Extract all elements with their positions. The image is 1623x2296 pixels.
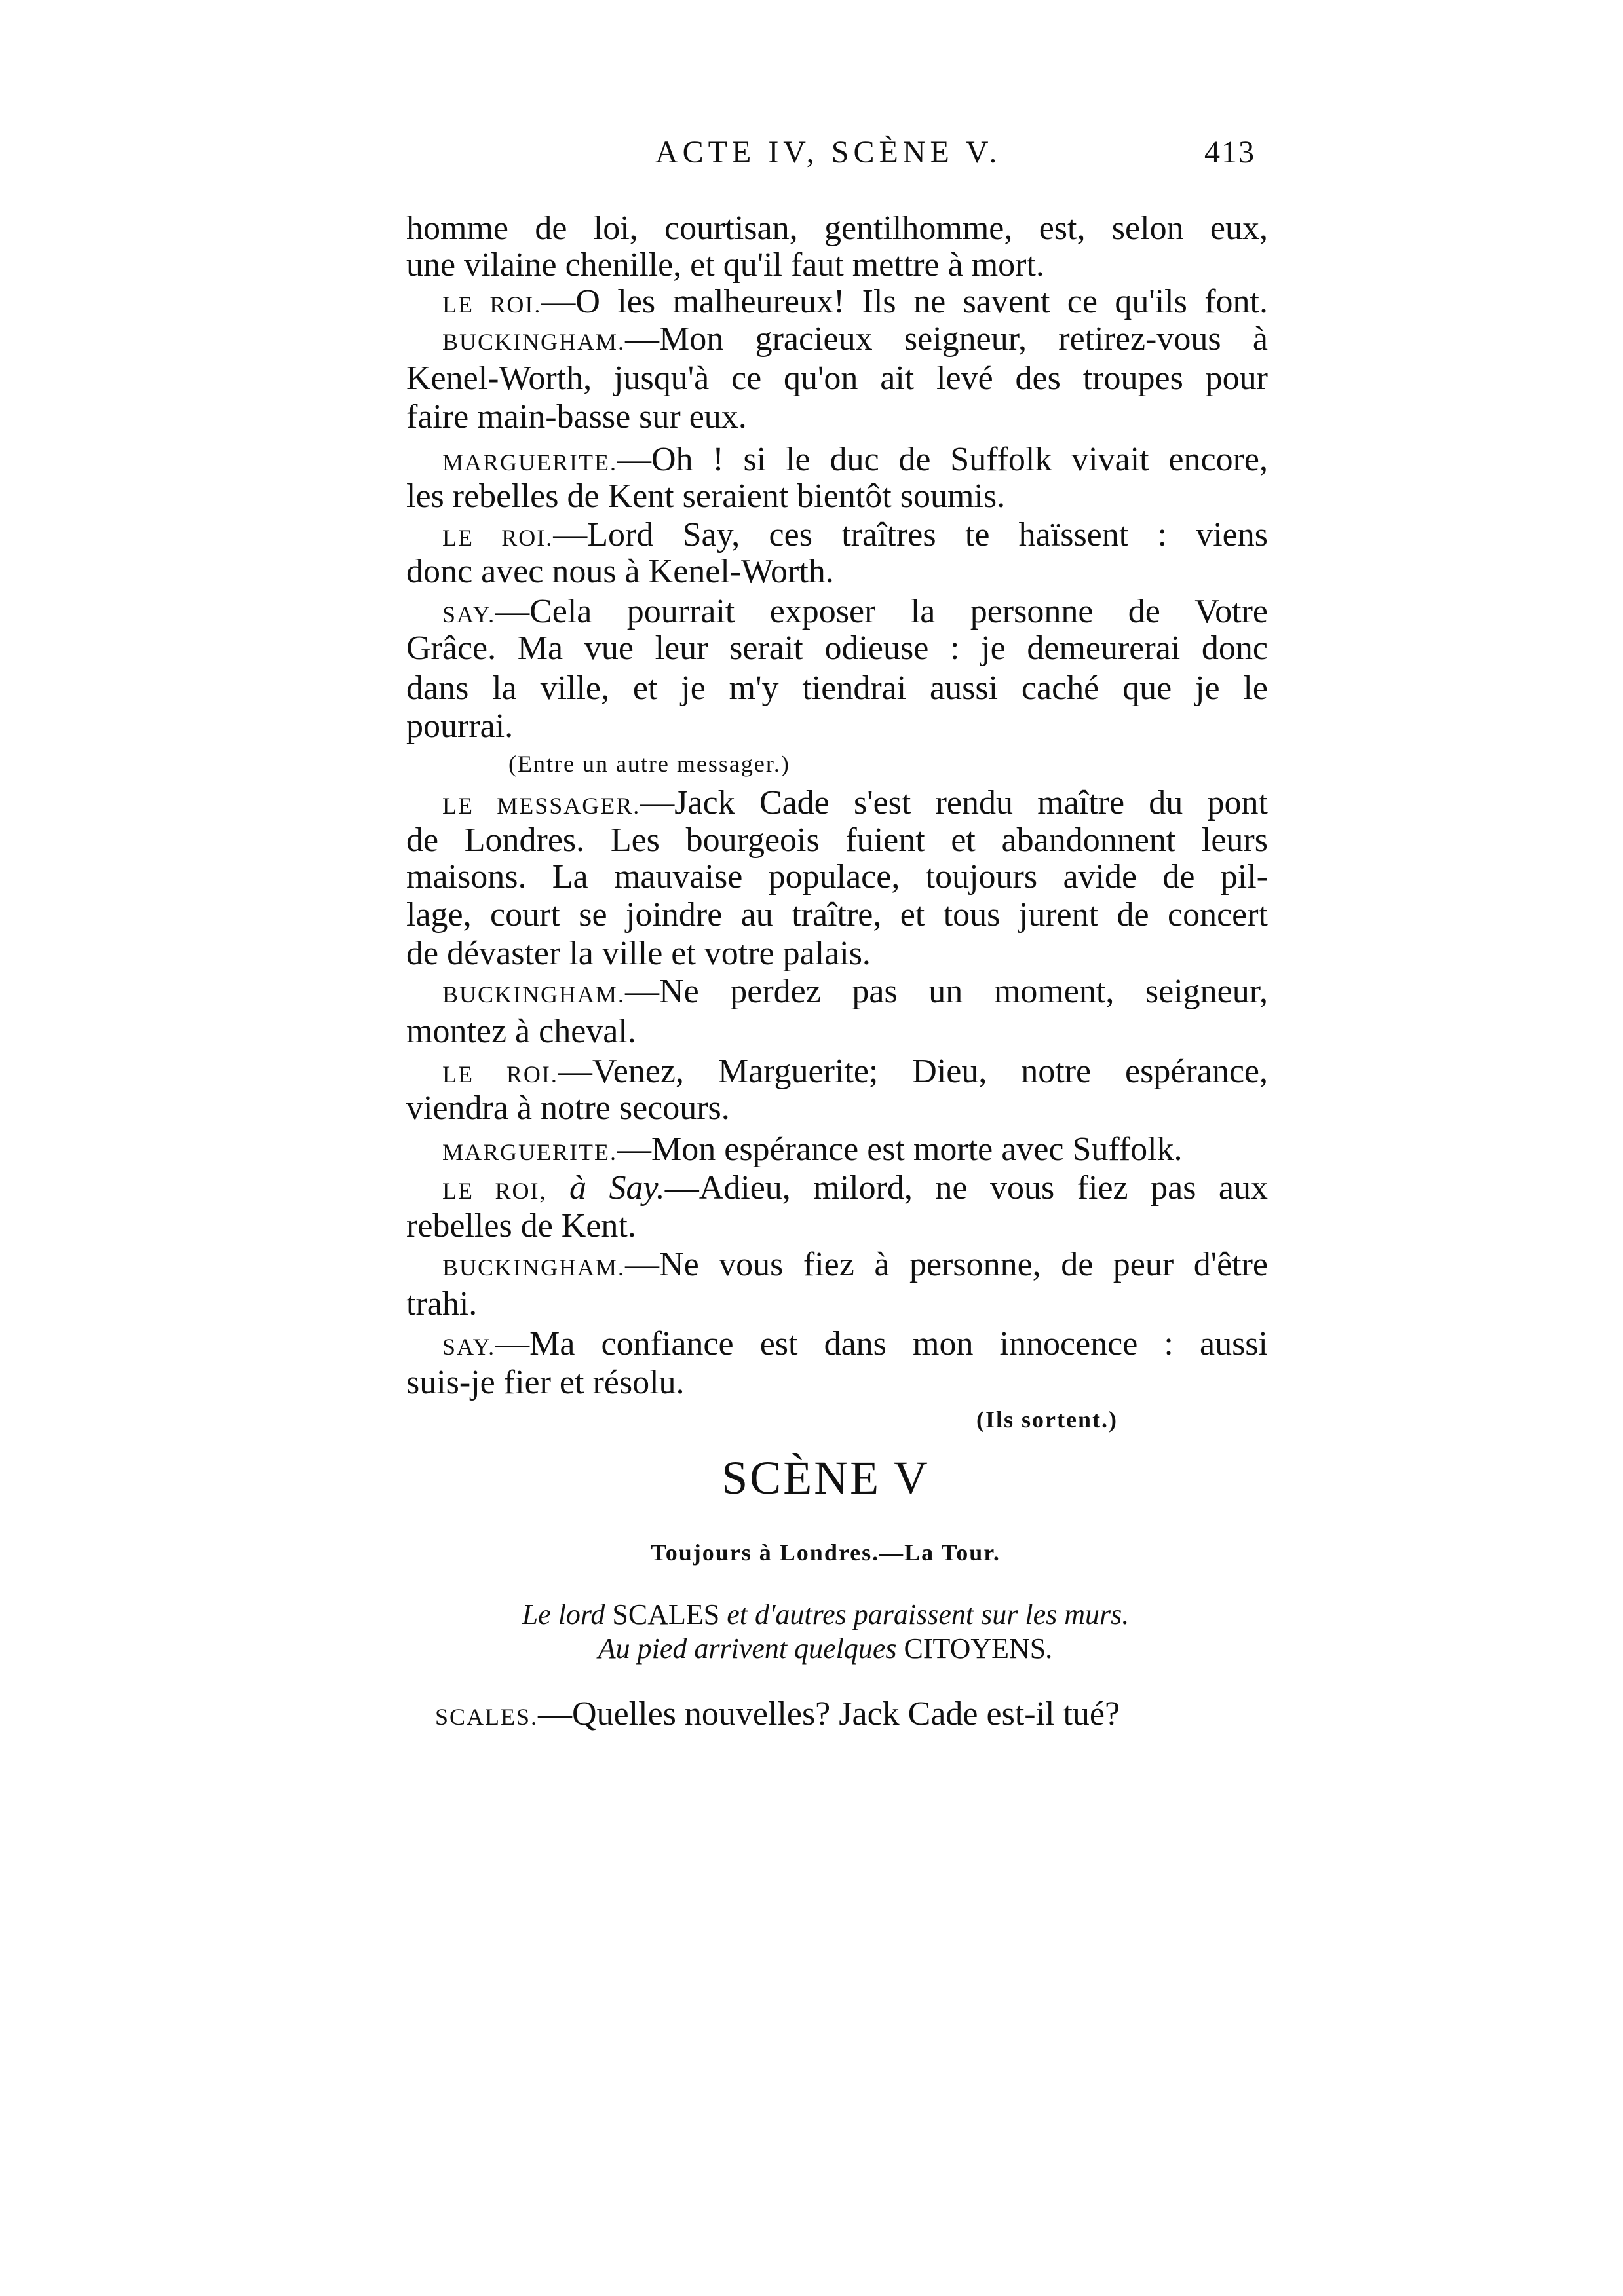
dialogue-line bbox=[442, 1052, 1268, 1094]
line-text: faire main-basse sur eux. bbox=[406, 398, 747, 436]
dialogue-line bbox=[406, 1012, 636, 1051]
scene-setting: Toujours à Londres.—La Tour. bbox=[651, 1539, 1001, 1566]
line-text: —Ne perdez pas un moment, seigneur, bbox=[625, 973, 1268, 1010]
line-text: —Ne vous fiez à personne, de peur d'être bbox=[625, 1246, 1268, 1283]
stage-text: Le lord bbox=[522, 1598, 613, 1630]
speaker-name: LE ROI, bbox=[442, 1178, 547, 1204]
line-text: —O les malheureux! Ils ne savent ce qu'ils font. bbox=[541, 283, 1269, 320]
dialogue-line bbox=[406, 821, 1268, 860]
dialogue-line bbox=[442, 320, 1268, 362]
line-text: —Adieu, milord, ne vous fiez pas aux bbox=[664, 1169, 1269, 1207]
line-text: —Venez, Marguerite; Dieu, notre espérance, bbox=[558, 1053, 1268, 1090]
line-text: homme de loi, courtisan, gentilhomme, est, selon eux, bbox=[406, 210, 1268, 247]
dialogue-line bbox=[442, 1325, 1268, 1366]
stage-direction: Au pied arrivent quelques CITOYENS. bbox=[598, 1632, 1054, 1665]
character-name: SCALES bbox=[612, 1598, 720, 1630]
line-text: —Lord Say, ces traîtres te haïssent : viens bbox=[553, 516, 1268, 554]
dialogue-line bbox=[406, 857, 1268, 897]
character-name: CITOYENS bbox=[904, 1632, 1046, 1665]
line-text: —Quelles nouvelles? Jack Cade est-il tué? bbox=[538, 1695, 1120, 1733]
line-text: de Londres. Les bourgeois fuient et abandonnent leurs bbox=[406, 821, 1268, 859]
running-title: ACTE IV, SCÈNE V. bbox=[655, 135, 1002, 170]
dialogue-line bbox=[406, 477, 1005, 516]
line-text: viendra à notre secours. bbox=[406, 1089, 730, 1127]
line-text: —Cela pourrait exposer la personne de Votre bbox=[495, 593, 1268, 630]
stage-direction bbox=[508, 744, 790, 783]
stage-text: Au pied arrivent quelques bbox=[598, 1632, 904, 1665]
dialogue-line bbox=[442, 972, 1268, 1014]
speaker-name: SAY. bbox=[442, 601, 496, 628]
line-text: Kenel-Worth, jusqu'à ce qu'on ait levé des troupes pour bbox=[406, 360, 1268, 397]
dialogue-line bbox=[406, 398, 747, 437]
line-text: (Entre un autre messager.) bbox=[508, 751, 790, 777]
line-text: de dévaster la ville et votre palais. bbox=[406, 935, 871, 972]
speaker-name: SCALES. bbox=[435, 1704, 539, 1730]
line-text: lage, court se joindre au traître, et tous jurent de concert bbox=[406, 896, 1268, 933]
dialogue-line bbox=[406, 359, 1268, 398]
dialogue-line bbox=[442, 440, 1268, 482]
line-text: Grâce. Ma vue leur serait odieuse : je demeurerai donc bbox=[406, 630, 1268, 667]
line-text: dans la ville, et je m'y tiendrai aussi caché que je le bbox=[406, 669, 1268, 707]
dialogue-line bbox=[406, 1207, 636, 1246]
stage-direction bbox=[976, 1400, 1118, 1439]
dialogue-line bbox=[406, 669, 1268, 708]
speaker-name: LE ROI. bbox=[442, 1061, 558, 1087]
speaker-name: BUCKINGHAM. bbox=[442, 1254, 626, 1281]
speaker-name: LE ROI. bbox=[442, 292, 542, 318]
dialogue-line bbox=[442, 1130, 1183, 1172]
dialogue-line bbox=[406, 1285, 477, 1324]
dialogue-line bbox=[442, 282, 1268, 324]
line-text: suis-je fier et résolu. bbox=[406, 1364, 685, 1401]
line-text: —Ma confiance est dans mon innocence : aussi bbox=[495, 1325, 1268, 1363]
dialogue-line bbox=[406, 629, 1268, 668]
stage-direction bbox=[0, 1595, 1623, 1634]
dialogue-line bbox=[406, 895, 1268, 935]
speaker-name: LE MESSAGER. bbox=[442, 793, 641, 819]
line-text: —Jack Cade s'est rendu maître du pont bbox=[640, 784, 1268, 821]
dialogue-line bbox=[406, 209, 1268, 248]
dialogue-line bbox=[406, 934, 871, 973]
line-text: —Mon gracieux seigneur, retirez-vous à bbox=[625, 320, 1268, 358]
stage-text: et d'autres paraissent sur les murs. bbox=[719, 1598, 1130, 1630]
line-text: trahi. bbox=[406, 1285, 478, 1323]
speaker-name: MARGUERITE. bbox=[442, 449, 617, 476]
line-text: (Ils sortent.) bbox=[976, 1406, 1118, 1433]
line-text: —Mon espérance est morte avec Suffolk. bbox=[617, 1131, 1183, 1168]
dialogue-line bbox=[406, 552, 834, 592]
dialogue-line bbox=[442, 1169, 1268, 1211]
speaker-name: MARGUERITE. bbox=[442, 1139, 617, 1165]
line-text: donc avec nous à Kenel-Worth. bbox=[406, 553, 834, 590]
line-text: maisons. La mauvaise populace, toujours avide de pil- bbox=[406, 858, 1268, 895]
line-text: les rebelles de Kent seraient bientôt soumis. bbox=[406, 478, 1006, 515]
dialogue-line bbox=[442, 516, 1268, 557]
dialogue-line bbox=[435, 1695, 1120, 1737]
speaker-name: BUCKINGHAM. bbox=[442, 329, 626, 355]
dialogue-line bbox=[442, 1245, 1268, 1287]
dialogue-line bbox=[406, 246, 1044, 285]
dialogue-line bbox=[406, 1363, 685, 1402]
scene-title: SCÈNE V bbox=[721, 1452, 930, 1504]
line-text: —Oh ! si le duc de Suffolk vivait encore, bbox=[617, 441, 1268, 478]
dialogue-line bbox=[442, 592, 1268, 634]
line-text: montez à cheval. bbox=[406, 1013, 636, 1050]
dialogue-line bbox=[406, 707, 513, 746]
line-text: une vilaine chenille, et qu'il faut mettre à mort. bbox=[406, 246, 1044, 284]
line-text: pourrai. bbox=[406, 707, 514, 745]
dialogue-line bbox=[442, 783, 1268, 825]
speaker-name: LE ROI. bbox=[442, 525, 554, 551]
line-text: rebelles de Kent. bbox=[406, 1207, 636, 1245]
page-number: 413 bbox=[1204, 135, 1255, 170]
speaker-name: BUCKINGHAM. bbox=[442, 981, 626, 1007]
dialogue-line bbox=[406, 1089, 730, 1128]
speaker-name: SAY. bbox=[442, 1334, 496, 1360]
stage-aside: à Say. bbox=[546, 1169, 665, 1207]
